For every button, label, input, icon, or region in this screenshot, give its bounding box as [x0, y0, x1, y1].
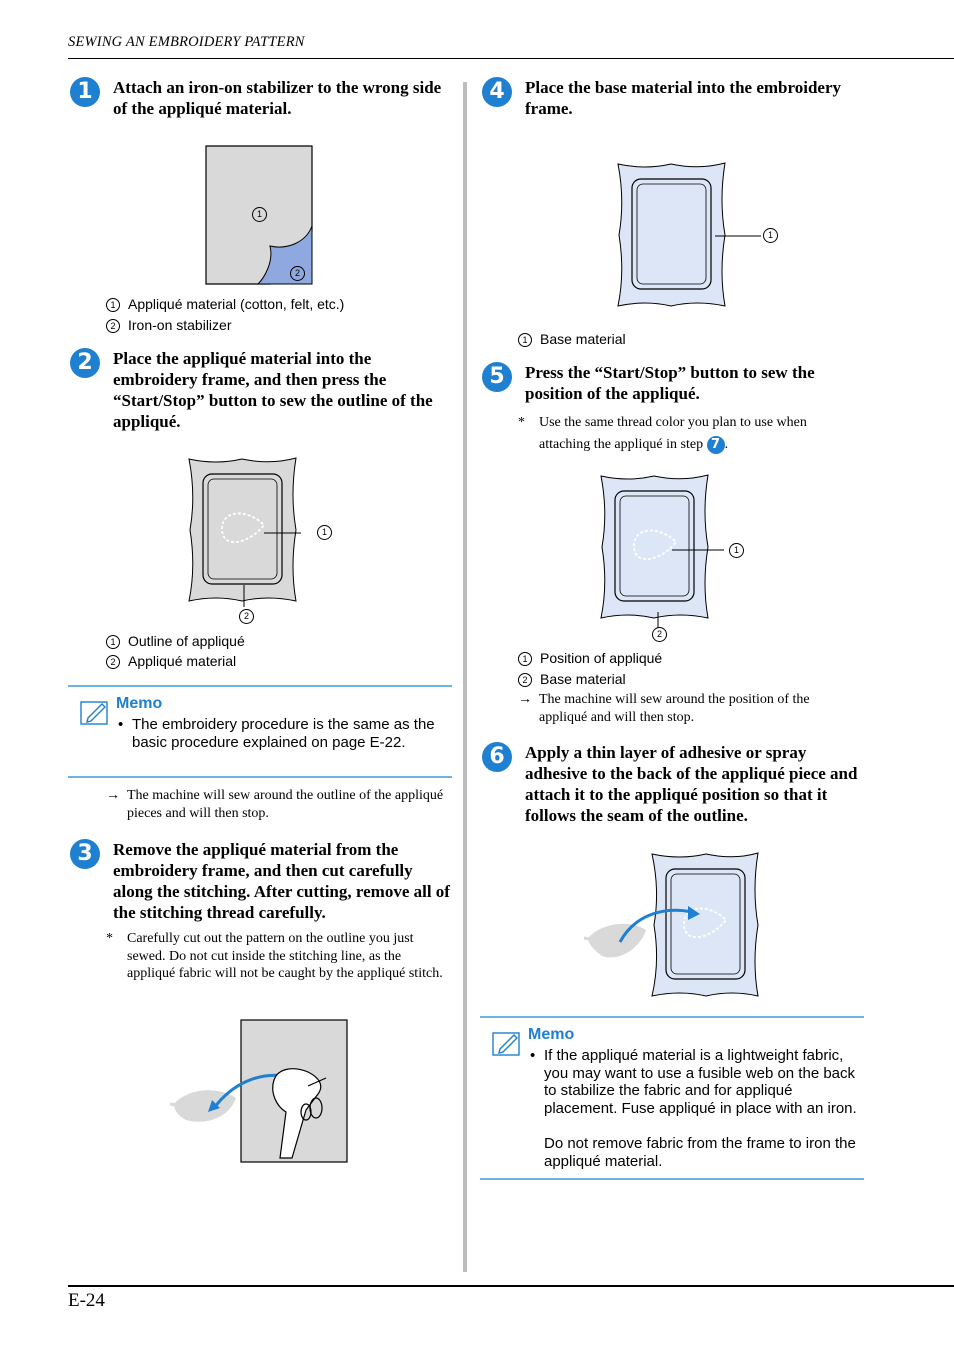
arrow-mark: → — [106, 788, 120, 803]
memo-bullet: • — [118, 716, 124, 733]
callout-1: 1 — [729, 543, 744, 558]
arrow-mark: → — [518, 692, 532, 707]
figure-attach-applique — [580, 850, 765, 1002]
column-divider — [463, 82, 467, 1272]
step-1-number: 1 — [70, 77, 100, 107]
step-5-note: * Use the same thread color you plan to use when attaching the appliqué in step 7 . — [518, 412, 858, 456]
callout-2: 2 — [290, 266, 305, 281]
running-header: SEWING AN EMBROIDERY PATTERN — [68, 34, 305, 50]
step-4-text: Place the base material into the embroidery frame. — [525, 78, 842, 118]
memo-box-1 — [68, 685, 452, 778]
callout-2: 2 — [106, 319, 120, 333]
callout-1: 1 — [106, 635, 120, 649]
label-s4-1: 1 Base material — [518, 329, 626, 349]
callout-2: 2 — [518, 673, 532, 687]
label-s5-1: 1 Position of appliqué — [518, 648, 662, 668]
step-5-text: Press the “Start/Stop” button to sew the position of the appliqué. — [525, 363, 815, 403]
memo-title: Memo — [528, 1026, 575, 1043]
callout-1: 1 — [106, 298, 120, 312]
callout-1: 1 — [317, 525, 332, 540]
label-s2-1: 1 Outline of appliqué — [106, 631, 245, 651]
step-2-result: → The machine will sew around the outline of the appliqué pieces and will then stop. — [106, 788, 444, 821]
callout-1: 1 — [763, 228, 778, 243]
memo-pencil-icon — [492, 1029, 522, 1057]
step-3-text: Remove the appliqué material from the embroidery frame, and then cut carefully along the stitching. After cutting, remove all of the stitching thread carefully. — [113, 840, 450, 922]
step-5-number: 5 — [482, 362, 512, 392]
step-2-text: Place the appliqué material into the embroidery frame, and then press the “Start/Stop” button to sew the outline of the appliqué. — [113, 349, 433, 431]
step-6-text: Apply a thin layer of adhesive or spray adhesive to the back of the appliqué piece and attach it to the appliqué position so that it follows the seam of the outline. — [525, 743, 858, 825]
star-mark: * — [518, 415, 525, 430]
label-s2-2: 2 Appliqué material — [106, 651, 236, 671]
label-s1-1: 1 Appliqué material (cotton, felt, etc.) — [106, 294, 344, 314]
callout-1: 1 — [518, 652, 532, 666]
memo-text-2: Do not remove fabric from the frame to iron the appliqué material. — [544, 1135, 856, 1170]
memo-bullet: • — [530, 1047, 536, 1064]
memo-pencil-icon — [80, 698, 110, 726]
label-s1-2: 2 Iron-on stabilizer — [106, 315, 232, 335]
callout-2: 2 — [652, 627, 667, 642]
callout-1: 1 — [252, 207, 267, 222]
memo-title: Memo — [116, 695, 163, 712]
step-1-text: Attach an iron-on stabilizer to the wrong side of the appliqué material. — [113, 78, 442, 118]
figure-frame-outline — [186, 455, 301, 607]
callout-2: 2 — [106, 655, 120, 669]
step-2-number: 2 — [70, 348, 100, 378]
footer-rule — [68, 1285, 954, 1287]
step-5-result: → The machine will sew around the position of the appliqué and will then stop. — [518, 692, 810, 725]
memo-text-1: If the appliqué material is a lightweight fabric, you may want to use a fusible web on the back to stabilize the fabric and for appliqué placement. Fuse appliqué in place with an iron. — [544, 1047, 857, 1117]
step-3-number: 3 — [70, 839, 100, 869]
star-mark: * — [106, 931, 113, 946]
figure-base-frame — [615, 160, 775, 312]
callout-2: 2 — [239, 609, 254, 624]
memo-text: The embroidery procedure is the same as the basic procedure explained on page E-22. — [132, 716, 435, 751]
callout-1: 1 — [518, 333, 532, 347]
step-3-note: * Carefully cut out the pattern on the outline you just sewed. Do not cut inside the stitching line, as the appliqué fabric will not be caught by the appliqué stitch. — [106, 931, 443, 981]
label-s5-2: 2 Base material — [518, 669, 626, 689]
header-rule — [68, 58, 954, 59]
memo-box-2 — [480, 1016, 864, 1180]
step-7-ref: 7 — [707, 436, 725, 454]
step-6-number: 6 — [482, 742, 512, 772]
figure-cutting — [168, 1016, 353, 1166]
page-number: E-24 — [68, 1290, 105, 1311]
step-4-number: 4 — [482, 77, 512, 107]
